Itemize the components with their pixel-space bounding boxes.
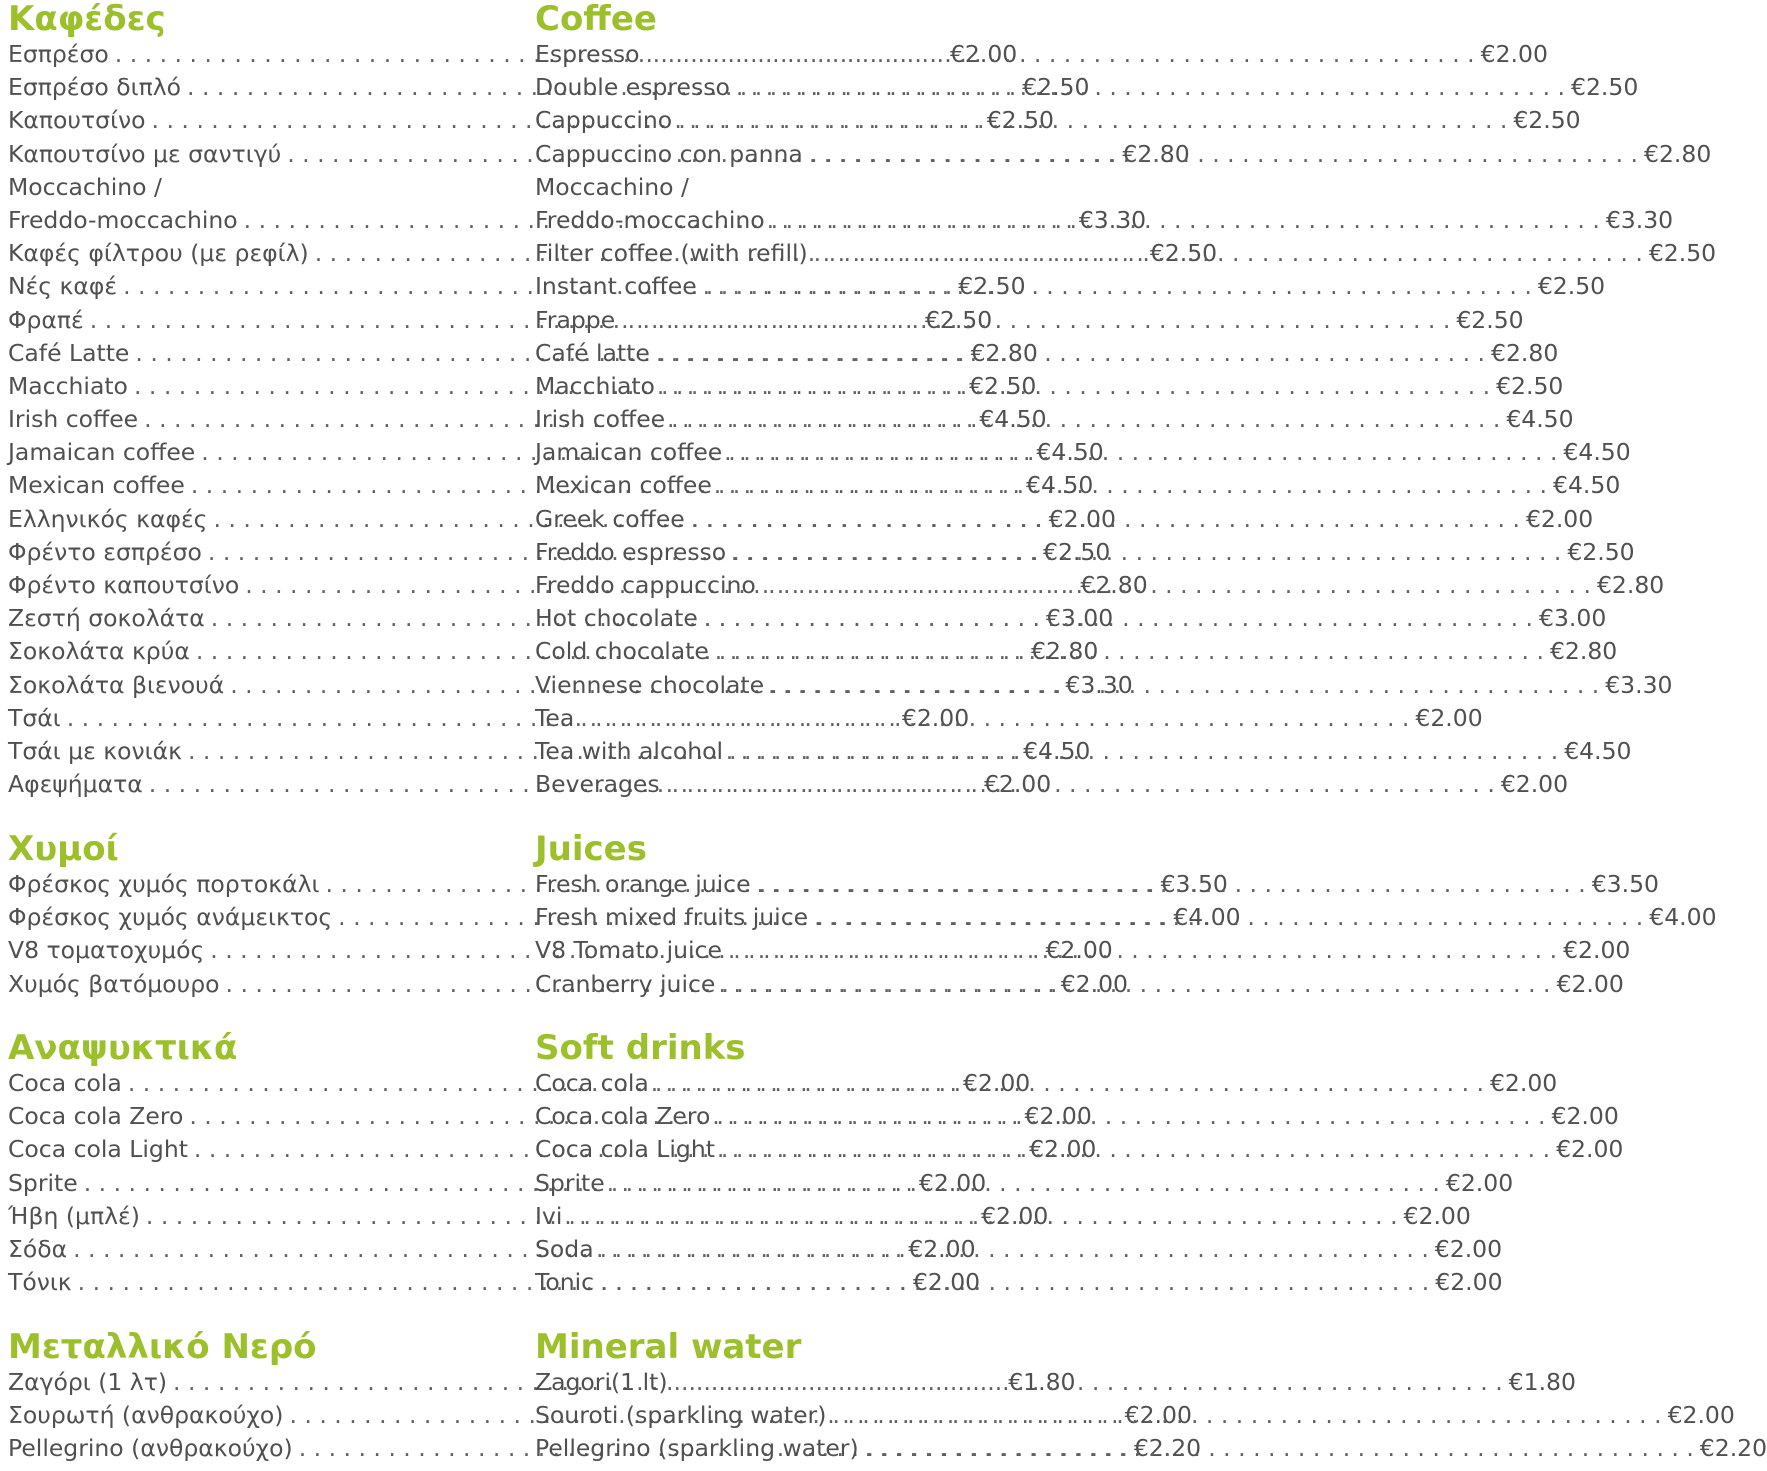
item-name: Espresso (535, 40, 640, 68)
menu-item (535, 171, 959, 204)
item-price: €4.50 (979, 405, 1047, 434)
menu-item (535, 304, 1524, 337)
dot-leader (730, 71, 1571, 104)
item-name: Cranberry juice (535, 969, 716, 998)
item-name: Εσπρέσο διπλό (8, 73, 182, 102)
section-title: Μεταλλικό Νερό (8, 1327, 317, 1367)
item-price: €2.80 (1644, 139, 1712, 168)
dot-leader (660, 768, 1501, 801)
item-price: €2.00 (1556, 1135, 1624, 1164)
menu-item (8, 403, 1047, 436)
menu-item (535, 569, 1665, 602)
item-price: €2.00 (1434, 1234, 1503, 1263)
item-price: €2.00 (912, 1268, 981, 1297)
item-price: €3.30 (1078, 205, 1147, 234)
menu-item (535, 1167, 1514, 1200)
dot-leader (803, 138, 1644, 171)
menu-item (535, 270, 1606, 303)
dot-leader (765, 204, 1606, 237)
item-name: Νές καφέ (8, 272, 118, 301)
item-name: Φρέντο εσπρέσο (8, 537, 202, 566)
dot-leader (668, 1366, 1509, 1399)
dot-leader (605, 1167, 1446, 1200)
item-name: V8 Tomato juice (535, 936, 722, 965)
item-name: Greek coffee (535, 504, 685, 533)
item-name: Macchiato (8, 371, 128, 400)
section-title: Coffee (535, 0, 657, 39)
menu-item (535, 138, 1712, 171)
item-name: Coca cola (535, 1069, 649, 1097)
item-price: €3.00 (1045, 604, 1114, 633)
item-name: Double espresso (535, 73, 730, 102)
item-name: Pellegrino (sparkling water) (535, 1434, 859, 1463)
item-name: Viennese chocolate (535, 670, 765, 699)
menu-item (535, 901, 1717, 934)
item-price: €4.50 (1036, 438, 1104, 467)
menu-item (535, 1366, 1576, 1399)
item-price: €2.80 (1122, 139, 1190, 168)
item-name: Freddo cappuccino (535, 571, 756, 599)
dot-leader (698, 602, 1539, 635)
menu-item (535, 934, 1631, 967)
item-name: Tea (535, 703, 575, 732)
menu-item (535, 1432, 1767, 1465)
menu-item (535, 469, 1621, 502)
item-name: Ήβη (μπλέ) (8, 1201, 140, 1230)
menu-item (535, 1200, 1471, 1233)
item-price: €2.00 (1563, 936, 1631, 965)
section-title: Juices (535, 829, 647, 869)
menu-item (535, 1399, 1735, 1432)
menu-item (535, 1067, 1558, 1100)
item-price: €4.00 (1173, 903, 1241, 932)
item-price: €4.50 (1553, 471, 1621, 500)
dot-leader (723, 735, 1564, 768)
item-name: Ελληνικός καφές (8, 504, 208, 533)
item-price: €2.50 (958, 272, 1026, 301)
dot-leader (639, 38, 1480, 71)
item-name: Ivi (535, 1201, 563, 1230)
item-price: €2.00 (1045, 936, 1113, 965)
item-name: Τόνικ (8, 1268, 72, 1297)
item-name: Moccachino / (8, 172, 162, 201)
item-name: Macchiato (535, 371, 655, 400)
dot-leader (722, 436, 1563, 469)
item-price: €1.80 (1008, 1368, 1076, 1396)
item-price: €2.00 (1556, 969, 1624, 998)
item-price: €4.00 (1649, 903, 1717, 932)
menu-item (535, 968, 1624, 1001)
dot-leader (764, 669, 1605, 702)
item-price: €4.50 (1023, 736, 1091, 765)
item-price: €3.30 (1065, 670, 1133, 699)
menu-item (535, 337, 1559, 370)
item-name: Σόδα (8, 1234, 68, 1263)
item-price: €2.00 (1525, 504, 1594, 533)
item-price: €2.50 (1567, 537, 1635, 566)
menu-item (8, 1167, 987, 1200)
item-name: Coca cola (8, 1069, 122, 1097)
menu-item (8, 436, 1104, 469)
menu-item (8, 1100, 1092, 1133)
dot-leader (650, 337, 1491, 370)
menu-item (535, 735, 1632, 768)
dot-leader (715, 1133, 1556, 1166)
item-price: €3.30 (1605, 670, 1673, 699)
menu-item (8, 204, 1147, 237)
item-price: €2.00 (1024, 1102, 1092, 1131)
item-price: €3.00 (1539, 604, 1607, 633)
menu-item (535, 403, 1574, 436)
dot-leader (594, 1266, 1435, 1299)
menu-item (535, 602, 1607, 635)
menu-item (8, 171, 434, 204)
dot-leader (594, 1233, 1435, 1266)
item-name: Φρέντο καπουτσίνο (8, 571, 240, 599)
item-name: Cappuccino con panna (535, 139, 803, 168)
section-title: Καφέδες (8, 0, 166, 39)
item-name: Sprite (535, 1168, 605, 1197)
item-name: Αφεψήματα (8, 770, 143, 799)
item-name: Coca cola Light (8, 1135, 188, 1164)
menu-item (535, 38, 1548, 71)
item-name: Freddo espresso (535, 537, 727, 566)
menu-item (8, 469, 1094, 502)
item-price: €2.20 (1133, 1434, 1202, 1463)
dot-leader (808, 901, 1649, 934)
item-price: €2.00 (1551, 1102, 1619, 1131)
dot-leader (709, 635, 1550, 668)
dot-leader (712, 469, 1553, 502)
dot-leader (649, 1067, 1490, 1100)
menu-item (535, 768, 1569, 801)
item-price: €2.00 (949, 40, 1018, 68)
section-title: Mineral water (535, 1327, 802, 1367)
item-price: €2.00 (1480, 40, 1548, 68)
menu-item (535, 635, 1618, 668)
item-name: Irish coffee (8, 405, 139, 434)
menu-item (8, 1133, 1097, 1166)
menu-item (8, 337, 1038, 370)
item-name: Fresh mixed fruits juice (535, 903, 809, 932)
item-name: Tea with alcohol (535, 736, 724, 765)
item-price: €2.00 (908, 1234, 976, 1263)
dot-leader (665, 403, 1506, 436)
item-price: €2.00 (901, 703, 970, 732)
item-price: €2.80 (1549, 637, 1618, 666)
english-section-coffee (535, 0, 1717, 801)
dot-leader (615, 304, 1456, 337)
item-name: Σοκολάτα βιενουά (8, 670, 225, 699)
item-name: Cold chocolate (535, 637, 709, 666)
menu-item (535, 204, 1674, 237)
item-price: €2.00 (918, 1168, 987, 1197)
dot-leader (826, 1399, 1667, 1432)
item-name: Φρέσκος χυμός πορτοκάλι (8, 870, 320, 898)
dot-leader (697, 270, 1538, 303)
item-name: Jamaican coffee (535, 438, 723, 467)
menu-item (535, 237, 1717, 270)
item-price: €4.50 (1026, 471, 1094, 500)
item-name: Ζεστή σοκολάτα (8, 604, 205, 633)
menu-item (535, 669, 1673, 702)
item-price: €2.50 (1456, 305, 1524, 334)
item-price: €4.50 (1506, 405, 1574, 434)
item-name: Σοκολάτα κρύα (8, 637, 190, 666)
item-price: €2.50 (986, 106, 1054, 135)
item-name: Soda (535, 1234, 594, 1263)
item-name: Fresh orange juice (535, 870, 751, 898)
item-name: Freddo-moccachino (535, 205, 765, 234)
english-section-water (535, 1327, 1767, 1466)
item-price: €2.50 (1648, 239, 1717, 268)
menu-item (535, 1233, 1503, 1266)
item-name: Filter coffee (with refill) (535, 239, 808, 268)
item-price: €2.00 (1048, 504, 1116, 533)
item-price: €2.00 (962, 1069, 1031, 1097)
item-name: Καπουτσίνο (8, 106, 146, 135)
item-name: Frappe (535, 305, 616, 334)
dot-leader (859, 1432, 1700, 1465)
item-price: €2.00 (1029, 1135, 1097, 1164)
item-name: Mexican coffee (535, 471, 712, 500)
item-price: €2.00 (1124, 1401, 1192, 1430)
item-name: Tonic (535, 1268, 595, 1297)
item-name: Coca cola Light (535, 1135, 715, 1164)
item-name: Jamaican coffee (8, 438, 196, 467)
item-name: Freddo-moccachino (8, 205, 238, 234)
dot-leader (722, 934, 1563, 967)
menu-item (535, 868, 1659, 901)
item-name: V8 τοματοχυμός (8, 936, 205, 965)
item-price: €2.80 (1080, 571, 1148, 599)
dot-leader (672, 104, 1513, 137)
item-price: €4.50 (1564, 736, 1632, 765)
menu-item (535, 71, 1639, 104)
item-name: Sprite (8, 1168, 78, 1197)
item-price: €2.50 (1043, 537, 1111, 566)
item-name: Καπουτσίνο με σαντιγύ (8, 139, 282, 168)
menu-item (8, 370, 1037, 403)
item-name: Café latte (535, 338, 650, 367)
item-price: €2.00 (1489, 1069, 1558, 1097)
dot-leader (756, 569, 1597, 602)
item-name: Ζαγόρι (1 λτ) (8, 1368, 168, 1396)
section-title: Αναψυκτικά (8, 1028, 238, 1068)
item-name: Εσπρέσο (8, 40, 109, 68)
english-section-soft (535, 1028, 1624, 1299)
item-name: Pellegrino (ανθρακούχο) (8, 1434, 293, 1463)
item-name: Coca cola Zero (8, 1102, 184, 1131)
menu-item (535, 503, 1594, 536)
dot-leader (808, 237, 1649, 270)
english-section-juices (535, 829, 1717, 1001)
item-price: €2.50 (1022, 73, 1090, 102)
dot-leader (715, 968, 1556, 1001)
item-name: Cappuccino (535, 106, 673, 135)
item-price: €2.00 (1403, 1201, 1471, 1230)
item-name: Instant coffee (535, 272, 697, 301)
menu-item (535, 702, 1483, 735)
section-title: Χυμοί (8, 829, 119, 869)
item-price: €3.50 (1160, 870, 1228, 898)
item-name: Beverages (535, 770, 660, 799)
item-name: Σουρωτή (ανθρακούχο) (8, 1401, 284, 1430)
item-name: Mexican coffee (8, 471, 185, 500)
menu-item (535, 1133, 1624, 1166)
menu-item (535, 1266, 1503, 1299)
item-price: €2.50 (1571, 73, 1639, 102)
item-price: €2.50 (1513, 106, 1581, 135)
item-price: €2.00 (1500, 770, 1569, 799)
item-name: Souroti (sparkling water) (535, 1401, 827, 1430)
menu-item (535, 370, 1564, 403)
menu-item (535, 536, 1635, 569)
item-price: €2.80 (1491, 338, 1559, 367)
item-name: Τσάι (8, 703, 61, 732)
item-price: €4.50 (1563, 438, 1631, 467)
menu-item (535, 104, 1581, 137)
item-price: €2.50 (924, 305, 993, 334)
dot-leader (562, 1200, 1403, 1233)
item-price: €3.50 (1591, 870, 1659, 898)
item-price: €2.00 (983, 770, 1052, 799)
item-price: €2.00 (1445, 1168, 1514, 1197)
item-name: Φρέσκος χυμός ανάμεικτος (8, 903, 333, 932)
item-price: €2.80 (1596, 571, 1665, 599)
item-price: €2.50 (1537, 272, 1606, 301)
menu-item (535, 436, 1631, 469)
item-price: €2.80 (970, 338, 1038, 367)
dot-leader (751, 868, 1592, 901)
item-price: €2.50 (1149, 239, 1218, 268)
dot-leader (726, 536, 1567, 569)
section-title: Soft drinks (535, 1028, 746, 1068)
item-price: €2.50 (1496, 371, 1564, 400)
item-name: Φραπέ (8, 305, 84, 334)
item-name: Coca cola Zero (535, 1102, 711, 1131)
item-price: €2.00 (981, 1201, 1049, 1230)
item-price: €2.20 (1699, 1434, 1767, 1463)
item-name: Zagori(1 lt) (535, 1368, 668, 1396)
dot-leader (685, 503, 1526, 536)
item-price: €2.50 (969, 371, 1037, 400)
item-name: Irish coffee (535, 405, 666, 434)
item-price: €3.30 (1605, 205, 1674, 234)
dot-leader (710, 1100, 1551, 1133)
menu-item (8, 1067, 1031, 1100)
item-name: Καφές φίλτρου (με ρεφίλ) (8, 239, 309, 268)
item-price: €2.00 (1435, 1268, 1503, 1297)
item-name: Τσάι με κονιάκ (8, 736, 182, 765)
item-price: €2.80 (1031, 637, 1099, 666)
dot-leader (655, 370, 1496, 403)
item-price: €2.00 (1415, 703, 1483, 732)
item-price: €2.00 (1667, 1401, 1735, 1430)
item-price: €1.80 (1508, 1368, 1576, 1396)
item-name: Hot chocolate (535, 604, 698, 633)
item-name: Café Latte (8, 338, 130, 367)
item-name: Χυμός βατόμουρο (8, 969, 220, 998)
item-name: Moccachino / (535, 172, 689, 201)
item-price: €2.00 (1060, 969, 1128, 998)
dot-leader (574, 702, 1415, 735)
menu-item (535, 1100, 1619, 1133)
